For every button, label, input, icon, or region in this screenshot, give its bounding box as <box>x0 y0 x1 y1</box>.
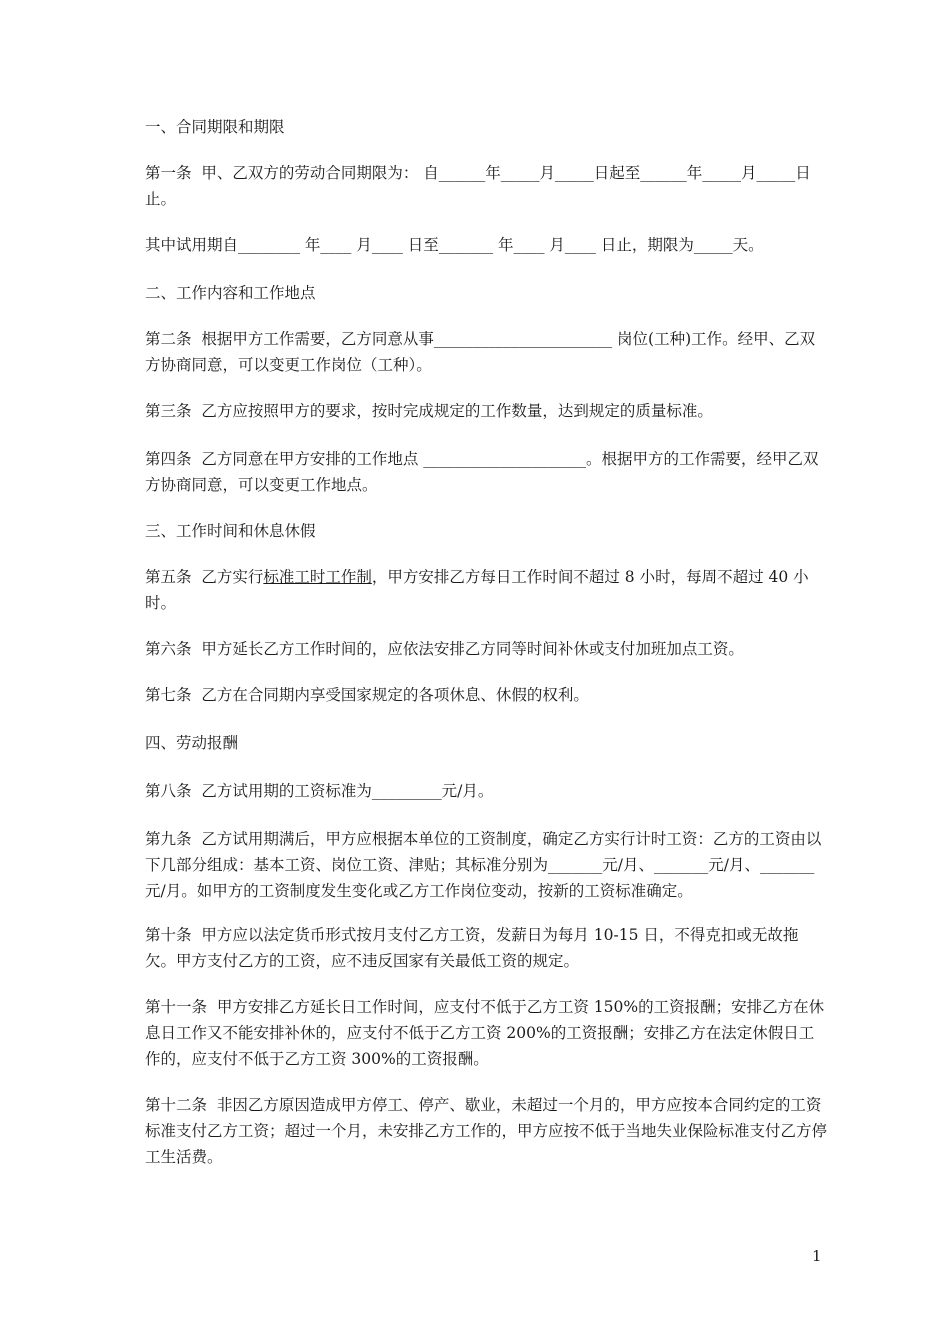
page-number: 1 <box>812 1247 822 1265</box>
article-7: 第七条 乙方在合同期内享受国家规定的各项休息、休假的权利。 <box>145 686 589 704</box>
article-2: 第二条 根据甲方工作需要，乙方同意从事_______________________ 岗位(工种)工作。经甲、乙双方协商同意，可以变更工作岗位（工种）。 <box>145 330 816 374</box>
article-8: 第八条 乙方试用期的工资标准为_________元/月。 <box>145 782 494 800</box>
article-12: 第十二条 非因乙方原因造成甲方停工、停产、歇业，未超过一个月的，甲方应按本合同约定的工资标准支付乙方工资；超过一个月，未安排乙方工作的，甲方应按不低于当地失业保险标准支付乙方停工生活费。 <box>145 1096 828 1166</box>
article-9: 第九条 乙方试用期满后，甲方应根据本单位的工资制度，确定乙方实行计时工资：乙方的工资由以下几部分组成：基本工资、岗位工资、津贴；其标准分别为_______元/月、_______元/月、_______元/月。如甲方的工资制度发生变化或乙方工作岗位变动，按新的工资标准确定。 <box>145 830 822 900</box>
article-1: 第一条 甲、乙双方的劳动合同期限为： 自______年_____月_____日起至______年_____月_____日止。 <box>145 164 811 208</box>
article-11: 第十一条 甲方安排乙方延长日工作时间，应支付不低于乙方工资 150%的工资报酬；安排乙方在休息日工作又不能安排补休的，应支付不低于乙方工资 200%的工资报酬；安排乙方在法定休假日工作的，应支付不低于乙方工资 300%的工资报酬。 <box>145 998 825 1068</box>
section-heading-3: 三、工作时间和休息休假 <box>145 522 316 540</box>
article-4: 第四条 乙方同意在甲方安排的工作地点 _____________________。根据甲方的工作需要，经甲乙双方协商同意，可以变更工作地点。 <box>145 450 819 494</box>
section-heading-2: 二、工作内容和工作地点 <box>145 284 316 302</box>
article-6: 第六条 甲方延长乙方工作时间的，应依法安排乙方同等时间补休或支付加班加点工资。 <box>145 640 744 658</box>
article-5-pre: 第五条 乙方实行 <box>145 568 264 586</box>
section-heading-1: 一、合同期限和期限 <box>145 118 285 136</box>
article-3: 第三条 乙方应按照甲方的要求，按时完成规定的工作数量，达到规定的质量标准。 <box>145 402 713 420</box>
section-heading-4: 四、劳动报酬 <box>145 734 239 752</box>
article-10: 第十条 甲方应以法定货币形式按月支付乙方工资，发薪日为每月 10-15 日，不得克扣或无故拖欠。甲方支付乙方的工资，应不违反国家有关最低工资的规定。 <box>145 926 799 970</box>
article-5 <box>145 564 827 616</box>
article-5-underlined: 标准工时工作制 <box>263 568 372 586</box>
article-5-post: ，甲方安排乙方每日工作时间不超过 8 小时，每周不超过 40 小时。 <box>145 568 809 612</box>
article-1-probation: 其中试用期自________ 年____ 月____ 日至_______ 年____ 月____ 日止，期限为_____天。 <box>145 236 764 254</box>
